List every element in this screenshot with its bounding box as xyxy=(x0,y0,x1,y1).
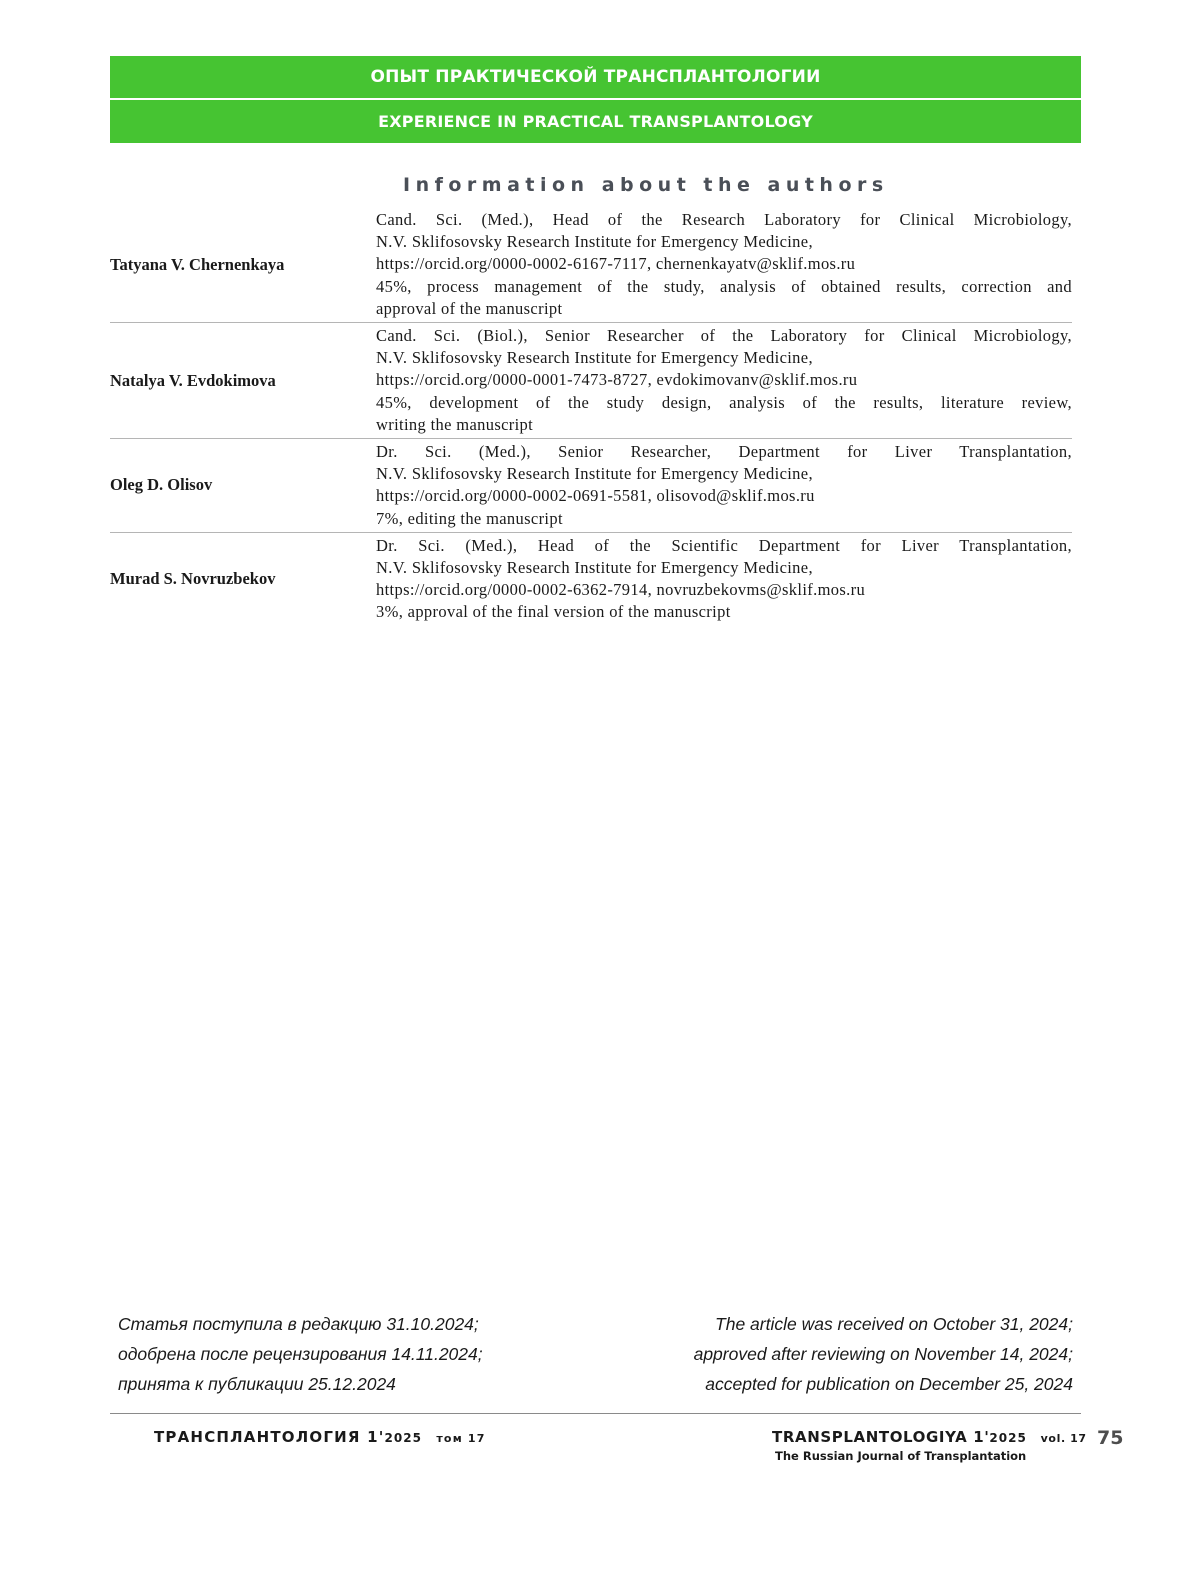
authors-section-title: Information about the authors xyxy=(403,174,889,196)
author-info-line: https://orcid.org/0000-0002-0691-5581, olisovod@sklif.mos.ru xyxy=(376,486,815,506)
author-row xyxy=(110,533,1072,626)
author-info-line: Cand. Sci. (Biol.), Senior Researcher of the Laboratory for Clinical Microbiology, xyxy=(376,326,1072,346)
volume-ru: том 17 xyxy=(436,1432,486,1445)
author-info-line: Dr. Sci. (Med.), Senior Researcher, Department for Liver Transplantation, xyxy=(376,442,1072,462)
date-line-ru: одобрена после рецензирования 14.11.2024; xyxy=(118,1344,483,1364)
journal-title-ru xyxy=(154,1428,486,1446)
issue-en: 1' xyxy=(973,1428,990,1446)
year-ru: 2025 xyxy=(384,1431,422,1445)
section-banner-en: EXPERIENCE IN PRACTICAL TRANSPLANTOLOGY xyxy=(110,100,1081,143)
journal-title-en xyxy=(772,1428,1087,1446)
author-info-line: 3%, approval of the final version of the manuscript xyxy=(376,602,731,622)
author-info xyxy=(376,441,1072,530)
date-line-en: approved after reviewing on November 14, 2024; xyxy=(693,1344,1073,1364)
date-line-ru: Статья поступила в редакцию 31.10.2024; xyxy=(118,1314,479,1334)
year-en: 2025 xyxy=(989,1431,1027,1445)
author-info-line: https://orcid.org/0000-0002-6362-7914, novruzbekovms@sklif.mos.ru xyxy=(376,580,866,600)
issue-ru: 1' xyxy=(367,1428,385,1446)
author-info-line: 45%, development of the study design, analysis of the results, literature review, xyxy=(376,392,1072,412)
journal-subtitle-en: The Russian Journal of Transplantation xyxy=(775,1449,1027,1463)
author-info xyxy=(376,209,1072,320)
author-info-line: https://orcid.org/0000-0002-6167-7117, chernenkayatv@sklif.mos.ru xyxy=(376,254,856,274)
author-info-line: writing the manuscript xyxy=(376,414,534,434)
date-line-en: accepted for publication on December 25, 2024 xyxy=(705,1374,1073,1394)
date-line-en: The article was received on October 31, 2024; xyxy=(715,1314,1073,1334)
page-number: 75 xyxy=(1097,1427,1124,1449)
author-row xyxy=(110,207,1072,323)
section-banner-ru: ОПЫТ ПРАКТИЧЕСКОЙ ТРАНСПЛАНТОЛОГИИ xyxy=(110,56,1081,98)
author-row xyxy=(110,323,1072,439)
author-info-line: https://orcid.org/0000-0001-7473-8727, evdokimovanv@sklif.mos.ru xyxy=(376,370,858,390)
author-row xyxy=(110,439,1072,533)
author-name: Tatyana V. Chernenkaya xyxy=(110,254,285,274)
author-info-line: approval of the manuscript xyxy=(376,298,563,318)
authors-table xyxy=(110,207,1072,626)
journal-name-en: TRANSPLANTOLOGIYA xyxy=(772,1428,968,1446)
author-name: Oleg D. Olisov xyxy=(110,475,213,495)
author-info xyxy=(376,535,1072,624)
author-info-line: N.V. Sklifosovsky Research Institute for Emergency Medicine, xyxy=(376,348,813,368)
date-line-ru: принята к публикации 25.12.2024 xyxy=(118,1374,396,1394)
footer-divider xyxy=(110,1413,1081,1414)
author-info-line: N.V. Sklifosovsky Research Institute for Emergency Medicine, xyxy=(376,232,813,252)
volume-en: vol. 17 xyxy=(1040,1432,1087,1445)
author-info-line: N.V. Sklifosovsky Research Institute for Emergency Medicine, xyxy=(376,464,813,484)
author-name: Natalya V. Evdokimova xyxy=(110,370,276,390)
author-info-line: N.V. Sklifosovsky Research Institute for Emergency Medicine, xyxy=(376,558,813,578)
article-dates-ru xyxy=(118,1309,483,1399)
journal-name-ru: ТРАНСПЛАНТОЛОГИЯ xyxy=(154,1428,361,1446)
author-info-line: 45%, process management of the study, analysis of obtained results, correction and xyxy=(376,276,1072,296)
article-dates-en xyxy=(694,1309,1073,1399)
author-info-line: Dr. Sci. (Med.), Head of the Scientific Department for Liver Transplantation, xyxy=(376,535,1072,555)
author-info-line: 7%, editing the manuscript xyxy=(376,508,563,528)
author-info xyxy=(376,325,1072,436)
author-info-line: Cand. Sci. (Med.), Head of the Research Laboratory for Clinical Microbiology, xyxy=(376,210,1072,229)
author-name: Murad S. Novruzbekov xyxy=(110,569,276,589)
